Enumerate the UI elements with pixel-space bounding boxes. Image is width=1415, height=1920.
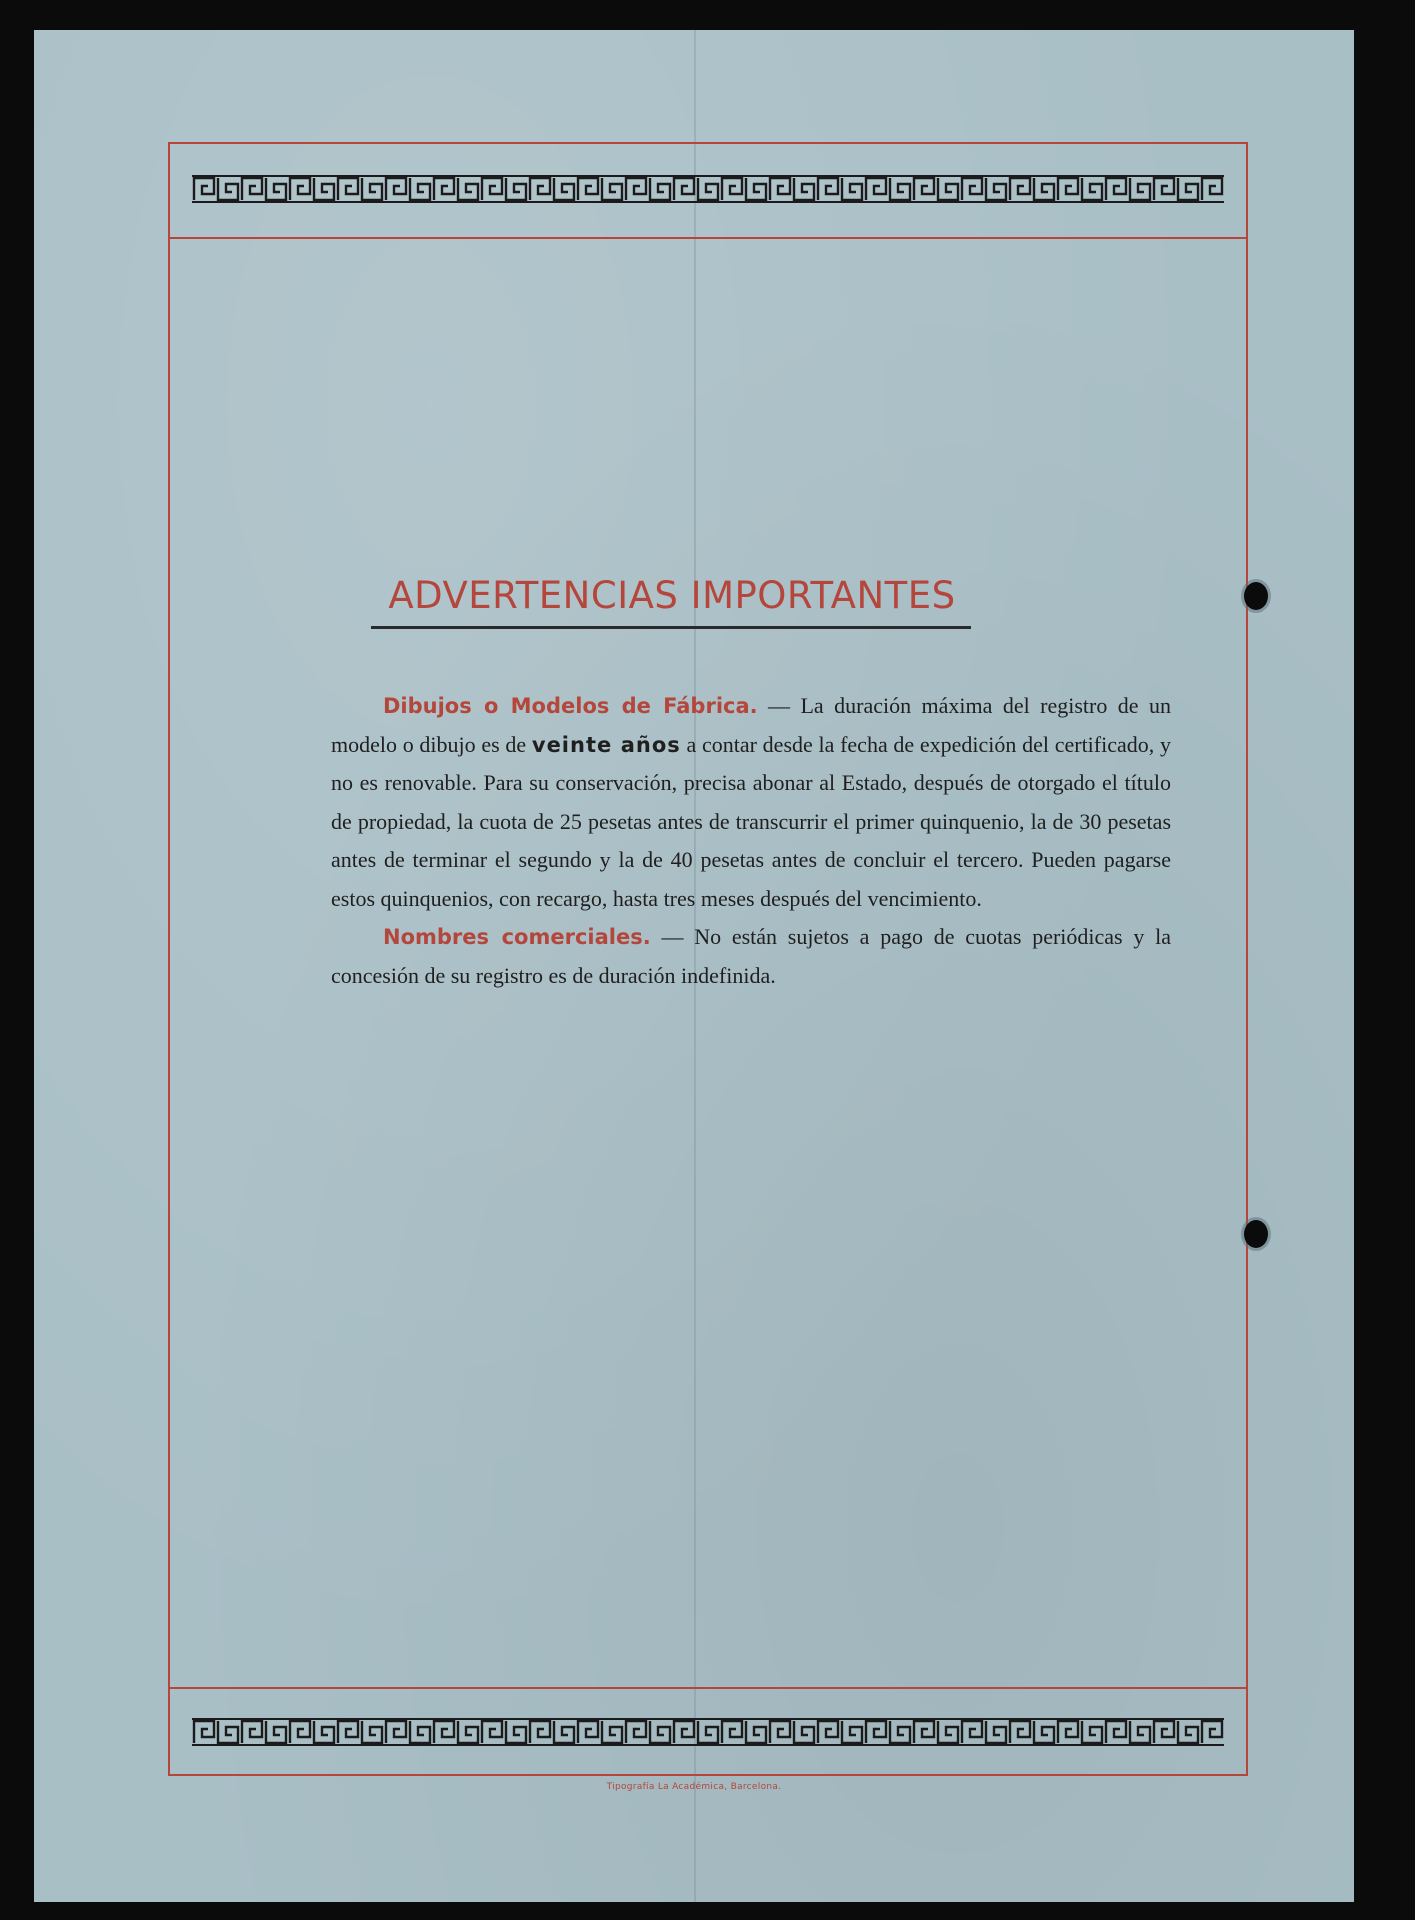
designs-text-start: — La duración máxima del registro de un modelo o dibujo es de <box>331 693 1171 757</box>
notice-body <box>331 687 1171 995</box>
punch-hole-lower <box>1244 1220 1268 1248</box>
title-underline <box>371 626 971 629</box>
designs-heading: Dibujos o Modelos de Fábrica. <box>383 694 758 718</box>
term-emphasis: veinte años <box>531 732 681 757</box>
frame-rule-bottom <box>170 1687 1246 1689</box>
paragraph-designs <box>331 687 1171 918</box>
printer-imprint: Tipografía La Académica, Barcelona. <box>606 1782 782 1792</box>
document-page <box>34 30 1354 1902</box>
trade-names-text: — No están sujetos a pago de cuotas periódicas y la concesión de su registro es de duración indefinida. <box>331 924 1172 988</box>
greek-key-border-bottom <box>192 1717 1224 1747</box>
trade-names-heading: Nombres comerciales. <box>383 925 651 949</box>
designs-text-end: a contar desde la fecha de expedición del certificado, y no es renovable. Para su conservación, precisa abonar al Estado, después de otorgado el título de propiedad, la cuota de 25 pesetas antes de transcurrir el primer quinquenio, la de 30 pesetas antes de terminar el segundo y la de 40 pesetas antes de concluir el tercero. Pueden pagarse estos quinquenios, con recargo, hasta tres meses después del vencimiento. <box>331 731 1171 911</box>
frame-rule-top <box>170 237 1246 239</box>
punch-hole-upper <box>1244 582 1268 610</box>
ornamental-frame <box>168 142 1248 1776</box>
page-title: ADVERTENCIAS IMPORTANTES <box>388 574 956 617</box>
greek-key-border-top <box>192 174 1224 204</box>
paragraph-trade-names <box>331 918 1171 995</box>
